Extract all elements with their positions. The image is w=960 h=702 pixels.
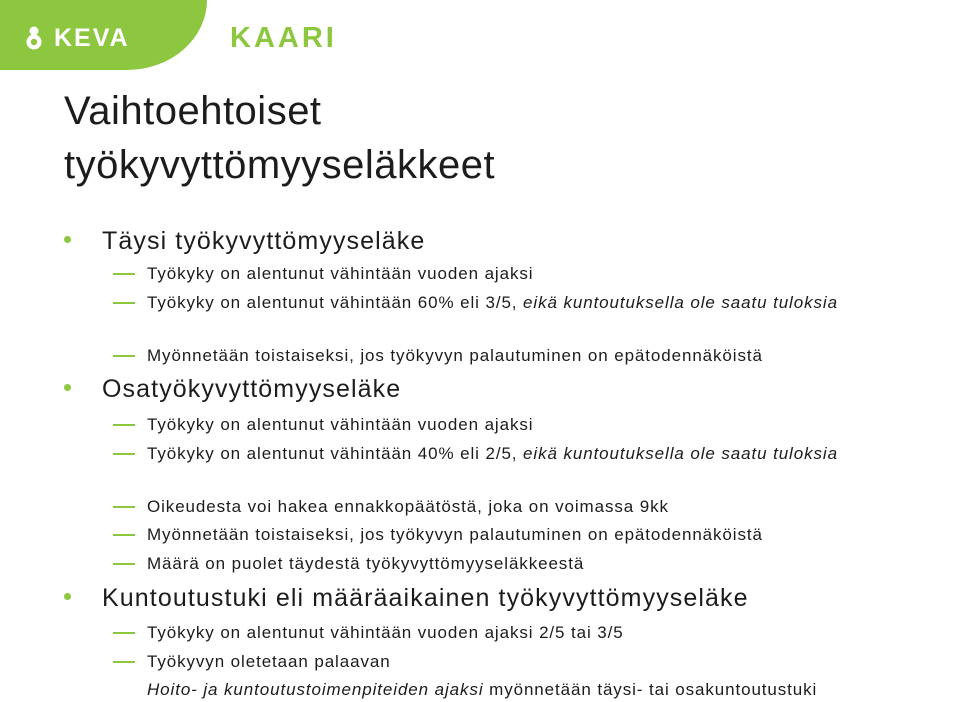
slide-title <box>64 84 495 192</box>
dash-bullet-icon <box>113 534 135 536</box>
bullet-dot-icon <box>64 384 71 391</box>
dash-bullet-icon <box>113 355 135 357</box>
keva-logo-icon <box>22 26 46 50</box>
bullet-dot-icon <box>64 236 71 243</box>
dash-bullet-icon <box>113 506 135 508</box>
list-item: Hoito- ja kuntoutustoimenpiteiden ajaksi myönnetään täysi- tai osakuntoutustuki <box>147 678 952 702</box>
dash-bullet-icon <box>113 632 135 634</box>
list-item: Oikeudesta voi hakea ennakkopäätöstä, joka on voimassa 9kk <box>147 495 937 519</box>
list-item: Työkyky on alentunut vähintään 40% eli 2/5, eikä kuntoutuksella ole saatu tuloksia <box>147 442 937 466</box>
keva-logo-text: KEVA <box>54 24 130 52</box>
title-line-2: työkyvyttömyyseläkkeet <box>64 143 496 187</box>
dash-bullet-icon <box>113 563 135 565</box>
list-item: Myönnetään toistaiseksi, jos työkyvyn palautuminen on epätodennäköistä <box>147 344 937 368</box>
dash-bullet-icon <box>113 453 135 455</box>
list-item: Työkyky on alentunut vähintään vuoden ajaksi 2/5 tai 3/5 <box>147 621 937 645</box>
section-heading: Osatyökyvyttömyyseläke <box>102 375 401 404</box>
keva-logo-band <box>0 0 207 70</box>
bullet-dot-icon <box>64 593 71 600</box>
dash-bullet-icon <box>113 661 135 663</box>
dash-bullet-icon <box>113 302 135 304</box>
title-line-1: Vaihtoehtoiset <box>64 89 322 133</box>
section-heading: Kuntoutustuki eli määräaikainen työkyvyttömyyseläke <box>102 584 749 613</box>
section-heading: Täysi työkyvyttömyyseläke <box>102 227 425 256</box>
kaari-logo-text: KAARI <box>230 22 337 54</box>
list-item: Määrä on puolet täydestä työkyvyttömyyseläkkeestä <box>147 552 937 576</box>
list-item: Työkyky on alentunut vähintään vuoden ajaksi <box>147 413 937 437</box>
dash-bullet-icon <box>113 273 135 275</box>
list-item: Työkyky on alentunut vähintään vuoden ajaksi <box>147 262 937 286</box>
list-item: Työkyvyn oletetaan palaavan <box>147 650 937 674</box>
dash-bullet-icon <box>113 424 135 426</box>
list-item: Työkyky on alentunut vähintään 60% eli 3/5, eikä kuntoutuksella ole saatu tuloksia <box>147 291 937 315</box>
list-item: Myönnetään toistaiseksi, jos työkyvyn palautuminen on epätodennäköistä <box>147 523 937 547</box>
